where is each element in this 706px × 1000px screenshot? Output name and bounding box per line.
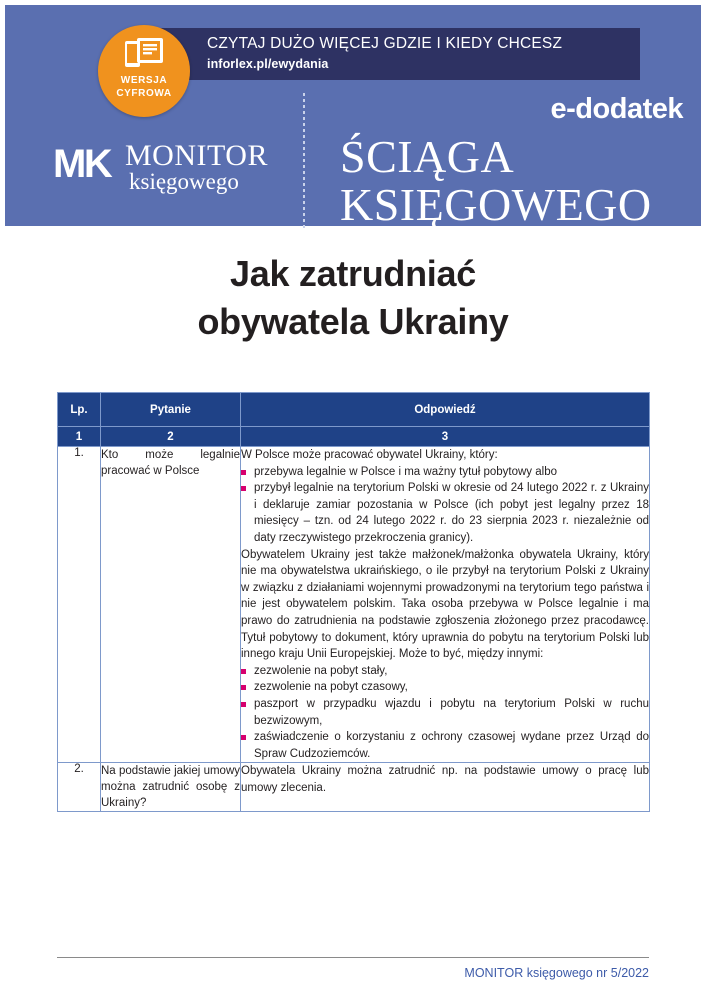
table-column-number-row: [58, 427, 650, 447]
page-title-line1: Jak zatrudniać: [230, 253, 476, 294]
mk-logo: [53, 138, 298, 206]
header-banner: [5, 5, 701, 230]
promo-headline: CZYTAJ DUŻO WIĘCEJ GDZIE I KIEDY CHCESZ: [207, 35, 563, 52]
tablet-document-icon: [124, 38, 164, 70]
page-title-line2: obywatela Ukrainy: [197, 301, 509, 342]
mk-logo-mark: MK: [53, 142, 111, 186]
list-item: zaświadczenie o korzystaniu z ochrony czasowej wydane przez Urząd do Spraw Cudzoziemców.: [241, 729, 649, 762]
row-answer: [241, 763, 650, 812]
column-number-answer: 3: [241, 427, 650, 447]
row-question: Na podstawie jakiej umowy można zatrudnić osobę z Ukrainy?: [101, 763, 241, 812]
digital-version-badge: [98, 25, 190, 117]
footer-text: MONITOR księgowego nr 5/2022: [464, 966, 649, 980]
badge-label-line2: CYFROWA: [116, 88, 172, 99]
promo-strip: [155, 28, 640, 80]
column-header-question: Pytanie: [101, 393, 241, 427]
list-item: przebywa legalnie w Polsce i ma ważny tytuł pobytowy albo: [241, 464, 649, 481]
table-header-row: [58, 393, 650, 427]
badge-label: [98, 74, 190, 100]
column-number-question: 2: [101, 427, 241, 447]
badge-label-line1: WERSJA: [120, 75, 168, 86]
answer-intro: W Polsce może pracować obywatel Ukrainy, który:: [241, 449, 498, 461]
footer-divider: [57, 957, 649, 958]
answer-bullet-list-1: [241, 464, 649, 547]
page-title: [0, 250, 706, 346]
answer-bullet-list-2: [241, 663, 649, 763]
qa-table: [57, 392, 650, 812]
list-item: zezwolenie na pobyt czasowy,: [241, 679, 649, 696]
row-number: 2.: [58, 763, 101, 812]
row-number: 1.: [58, 447, 101, 763]
column-header-answer: Odpowiedź: [241, 393, 650, 427]
list-item: zezwolenie na pobyt stały,: [241, 663, 649, 680]
table-row: [58, 447, 650, 763]
answer-paragraph-2: Obywatelem Ukrainy jest także małżonek/małżonka obywatela Ukrainy, który nie ma obywatelstwa ukraińskiego, o ile przybył na terytorium Polski z Ukrainy w związku z działaniami wojennymi prowadzonymi na terytorium tego państwa i nie jest obywatelem polskim. Taka osoba przebywa w Polsce legalnie i ma prawo do zatrudnienia na podstawie zgłoszenia złożonego przez pracodawcę. Tytuł pobytowy to dokument, który uprawnia do pobytu na terytorium Polski lub innego kraju Unii Europejskiej. Może to być, między innymi:: [241, 548, 649, 661]
row-question: Kto może legalnie pracować w Polsce: [101, 447, 241, 763]
table-row: [58, 763, 650, 812]
list-item: przybył legalnie na terytorium Polski w okresie od 24 lutego 2022 r. z Ukrainy i deklaruje zamiar pozostania w Polsce (ich pobyt jest legalny przez 18 miesięcy – tzn. od 24 lutego 2022 r. do 23 sierpnia 2023 r. niezależnie od daty rzeczywistego przekroczenia granicy).: [241, 480, 649, 546]
mk-logo-subtitle: księgowego: [129, 169, 239, 194]
promo-url: inforlex.pl/ewydania: [207, 57, 329, 71]
answer-intro: Obywatela Ukrainy można zatrudnić np. na podstawie umowy o pracę lub umowy zlecenia.: [241, 765, 649, 794]
vertical-dotted-divider: [303, 93, 305, 231]
column-header-lp: Lp.: [58, 393, 101, 427]
list-item: paszport w przypadku wjazdu i pobytu na terytorium Polski w ruchu bezwizowym,: [241, 696, 649, 729]
brand-title-line1: ŚCIĄGA: [340, 131, 515, 182]
column-number-lp: 1: [58, 427, 101, 447]
row-answer: [241, 447, 650, 763]
edition-label: e-dodatek: [550, 93, 683, 125]
brand-title-line2: KSIĘGOWEGO: [340, 179, 652, 230]
mk-logo-name: MONITOR: [125, 139, 268, 172]
